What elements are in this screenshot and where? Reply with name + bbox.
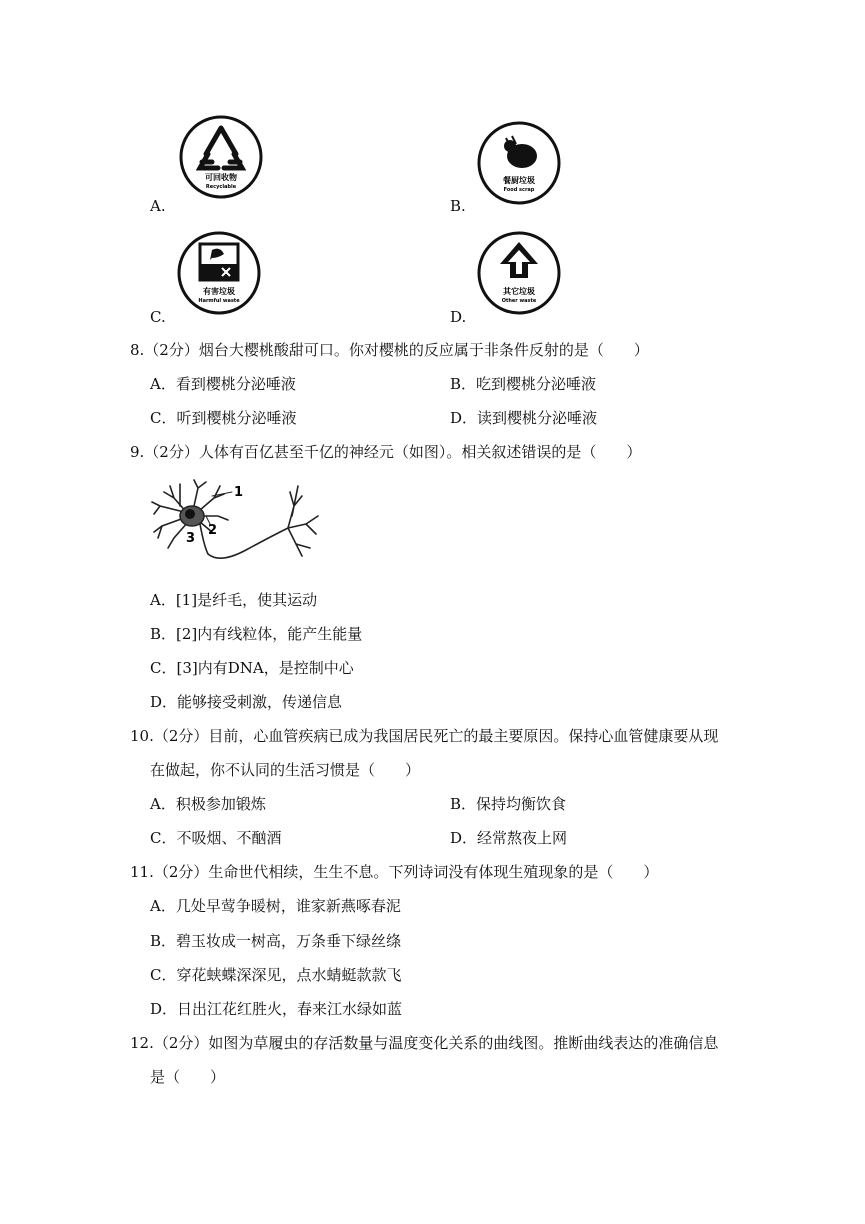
harmful-waste-icon: [176, 230, 262, 316]
other-waste-icon: [476, 230, 562, 316]
q11-option-b: B．碧玉妆成一树高，万条垂下绿丝绦: [150, 932, 402, 950]
q11-option-c: C．穿花蛱蝶深深见，点水蜻蜓款款飞: [150, 966, 402, 984]
q11-stem: 11.（2分）生命世代相续，生生不息。下列诗词没有体现生殖现象的是（ ）: [130, 863, 659, 881]
q8-option-c: C．听到樱桃分泌唾液: [150, 409, 297, 427]
q8-option-d: D．读到樱桃分泌唾液: [450, 409, 598, 427]
q10-stem-line2: 在做起，你不认同的生活习惯是（ ）: [150, 761, 421, 779]
q10-option-c: C．不吸烟、不酗酒: [150, 829, 282, 847]
q10-option-b: B．保持均衡饮食: [450, 795, 567, 813]
q10-option-a: A．积极参加锻炼: [150, 795, 266, 813]
q7-option-c-letter: C.: [150, 308, 166, 326]
q12-stem-line2: 是（ ）: [150, 1068, 226, 1086]
neuron-label-3: 3: [186, 531, 196, 546]
q7-badge-d-en: Other waste: [501, 298, 537, 304]
food-scrap-icon: [476, 120, 562, 206]
q7-badge-a-cn: 可回收物: [205, 173, 237, 182]
q10-stem-line1: 10.（2分）目前，心血管疾病已成为我国居民死亡的最主要原因。保持心血管健康要从现: [130, 727, 719, 745]
q7-badge-c-en: Harmful waste: [198, 298, 240, 304]
neuron-label-1: 1: [234, 485, 244, 500]
q7-option-d-letter: D.: [450, 308, 467, 326]
neuron-label-2: 2: [208, 523, 218, 538]
recycle-arrows-icon: [178, 114, 264, 200]
q7-badge-b-cn: 餐厨垃圾: [503, 176, 535, 185]
q9-option-c: C．[3]内有DNA，是控制中心: [150, 659, 354, 677]
q7-badge-a-en: Recyclable: [205, 184, 237, 190]
q7-badge-b-en: Food scrap: [503, 187, 535, 193]
q10-option-d: D．经常熬夜上网: [450, 829, 568, 847]
q11-option-d: D．日出江花红胜火，春来江水绿如蓝: [150, 1000, 403, 1018]
q8-stem: 8.（2分）烟台大樱桃酸甜可口。你对樱桃的反应属于非条件反射的是（ ）: [130, 341, 649, 359]
neuron-figure: [150, 476, 330, 580]
q7-option-b-letter: B.: [450, 197, 466, 215]
q9-stem: 9.（2分）人体有百亿甚至千亿的神经元（如图）。相关叙述错误的是（ ）: [130, 443, 642, 461]
q8-option-a: A．看到樱桃分泌唾液: [150, 375, 296, 393]
q9-option-a: A．[1]是纤毛，使其运动: [150, 591, 318, 609]
q8-option-b: B．吃到樱桃分泌唾液: [450, 375, 597, 393]
q7-badge-c-cn: 有害垃圾: [203, 287, 235, 296]
q9-option-b: B．[2]内有线粒体，能产生能量: [150, 625, 363, 643]
q7-option-a-letter: A.: [150, 197, 166, 215]
q11-option-a: A．几处早莺争暖树，谁家新燕啄春泥: [150, 897, 401, 915]
q9-option-d: D．能够接受刺激，传递信息: [150, 693, 343, 711]
q12-stem-line1: 12.（2分）如图为草履虫的存活数量与温度变化关系的曲线图。推断曲线表达的准确信息: [130, 1034, 719, 1052]
q7-badge-d-cn: 其它垃圾: [503, 287, 535, 296]
